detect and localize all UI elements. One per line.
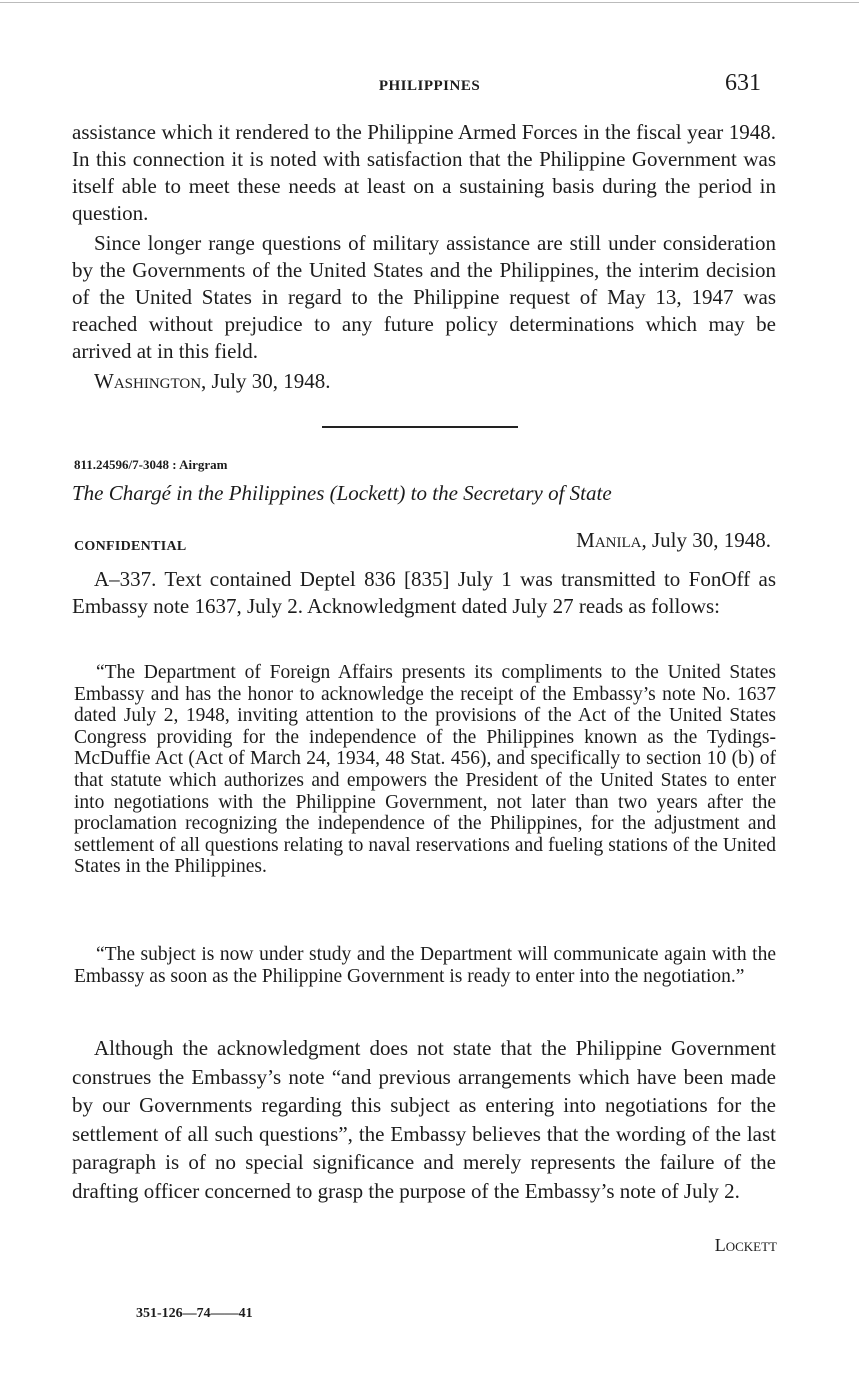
closing-paragraph: Although the acknowledgment does not state that the Philippine Government construes the Embassy’s note “and previous arrangements which have been made by our Governments regarding this subject as entering into negotiations for the settlement of all such questions”, the Embassy believes that the wording of the last paragraph is of no special significance and merely represents the failure of the drafting officer concerned to grasp the purpose of the Embassy’s note of July 2.: [72, 1036, 776, 1203]
place-and-date: [576, 528, 771, 553]
body-paragraph: Since longer range questions of military assistance are still under consideration by the Governments of the United States and the Philippines, the interim decision of the United States in regard to the Philippine request of May 13, 1947 was reached without prejudice to any future policy determinations which may be arrived at in this field.: [72, 231, 776, 363]
dateline: [94, 369, 331, 394]
dateline-place: Washington: [94, 369, 202, 393]
quoted-note-paragraph-2: “The subject is now under study and the Department will communicate again with the Embassy as soon as the Philippine Government is ready to enter into the negotiation.”: [74, 944, 776, 987]
signature: Lockett: [714, 1235, 777, 1255]
page-number: 631: [725, 70, 761, 96]
running-head: PHILIPPINES: [378, 78, 481, 94]
file-number: 811.24596/7-3048 : Airgram: [74, 457, 228, 472]
telegram-paragraph: A–337. Text contained Deptel 836 [835] July 1 was transmitted to FonOff as Embassy note 1637, July 2. Acknowledgment dated July 27 reads as follows:: [72, 567, 776, 618]
section-divider: [322, 426, 518, 428]
dateline-date: , July 30, 1948.: [201, 369, 331, 393]
document-title: The Chargé in the Philippines (Lockett) to the Secretary of State: [72, 481, 612, 505]
top-edge-line: [0, 2, 859, 3]
print-code: 351-126—74——41: [136, 1306, 253, 1321]
place: Manila: [576, 528, 642, 552]
quoted-note-paragraph: “The Department of Foreign Affairs presents its compliments to the United States Embassy and has the honor to acknowledge the receipt of the Embassy’s note No. 1637 dated July 2, 1948, inviting attention to the provisions of the Act of the United States Congress providing for the independence of the Philippines known as the Tydings-McDuffie Act (Act of March 24, 1934, 48 Stat. 456), and specifically to section 10 (b) of that statute which authorizes and empowers the President of the United States to enter into negotiations with the Philippine Government, not later than two years after the proclamation recognizing the independence of the Philippines, for the adjustment and settlement of all questions relating to naval reservations and fueling stations of the United States in the Philippines.: [74, 662, 776, 878]
date: , July 30, 1948.: [641, 528, 771, 552]
classification-mark: CONFIDENTIAL: [74, 539, 187, 554]
continued-paragraph: assistance which it rendered to the Philippine Armed Forces in the fiscal year 1948. In this connection it is noted with satisfaction that the Philippine Government was itself able to meet these needs at least on a sustaining basis during the period in question.: [72, 120, 776, 225]
